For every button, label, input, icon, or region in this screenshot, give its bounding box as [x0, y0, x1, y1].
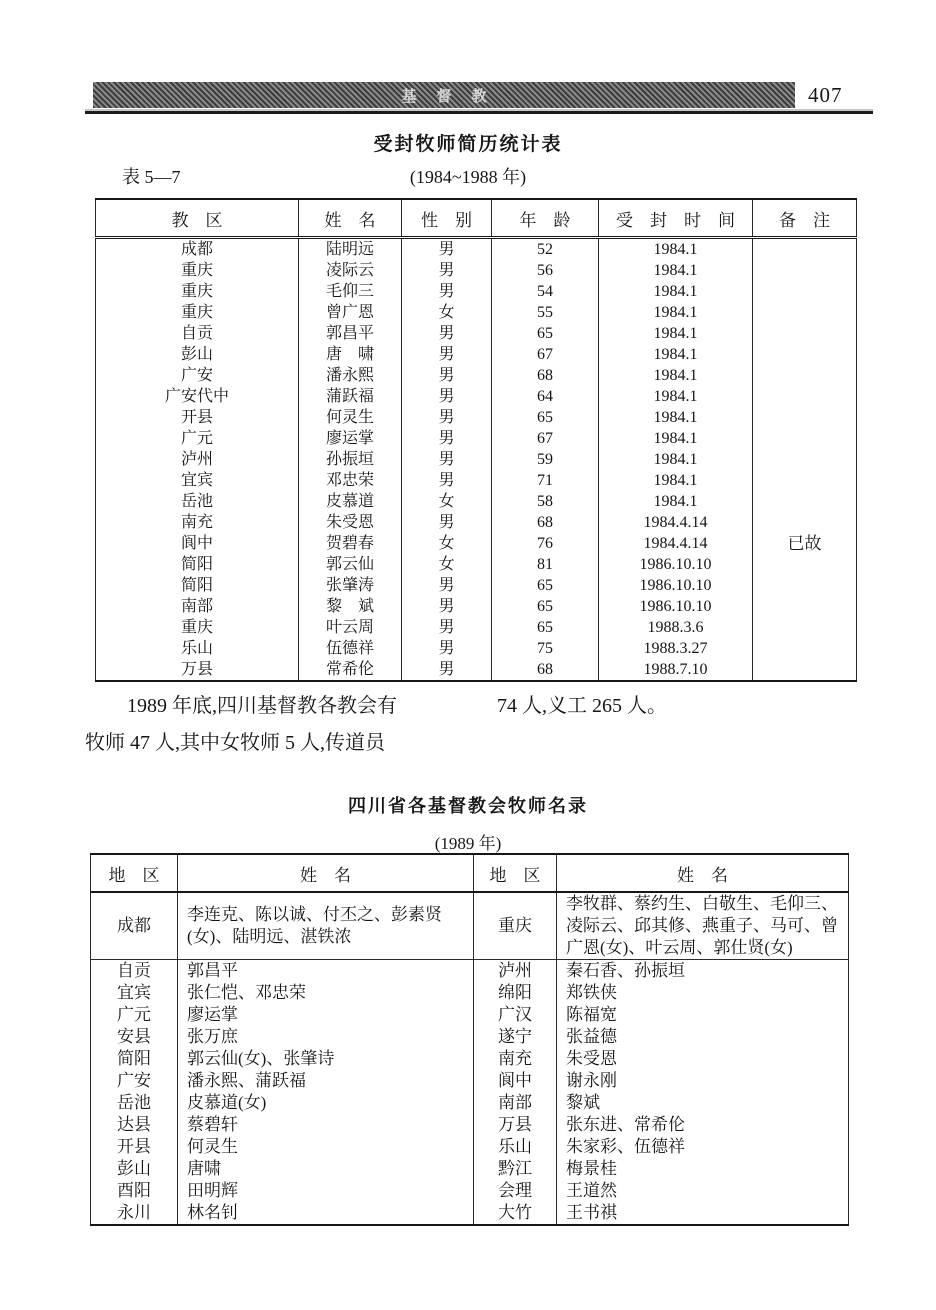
age-cell: 64 — [492, 386, 599, 407]
names-cell: 田明辉 — [178, 1180, 474, 1202]
names-cell: 王书祺 — [557, 1202, 849, 1225]
age-cell: 65 — [492, 596, 599, 617]
table-row — [96, 491, 857, 512]
ordination-date-cell: 1984.1 — [599, 407, 753, 428]
name-cell: 常希伦 — [299, 659, 402, 681]
district-cell: 万县 — [474, 1114, 557, 1136]
table1-subtitle: (1984~1988 年) — [409, 167, 527, 187]
age-cell: 56 — [492, 260, 599, 281]
name-cell: 曾广恩 — [299, 302, 402, 323]
ordination-date-cell: 1986.10.10 — [599, 554, 753, 575]
remark-cell — [753, 386, 857, 407]
district-cell: 大竹 — [474, 1202, 557, 1225]
names-cell: 朱家彩、伍德祥 — [557, 1136, 849, 1158]
ordination-date-cell: 1984.1 — [599, 302, 753, 323]
names-cell: 林名钊 — [178, 1202, 474, 1225]
district-cell: 会理 — [474, 1180, 557, 1202]
running-head-text: 基督教 — [401, 87, 507, 105]
age-cell: 52 — [492, 238, 599, 261]
column-header-names-left: 姓 名 — [178, 854, 474, 892]
ordination-date-cell: 1984.1 — [599, 323, 753, 344]
district-cell: 永川 — [91, 1202, 178, 1225]
ordination-date-cell: 1988.7.10 — [599, 659, 753, 681]
names-cell: 郑铁侠 — [557, 982, 849, 1004]
remark-cell — [753, 302, 857, 323]
gender-cell: 男 — [402, 344, 492, 365]
gender-cell: 男 — [402, 365, 492, 386]
remark-cell — [753, 638, 857, 659]
district-cell: 岳池 — [91, 1092, 178, 1114]
region-cell: 重庆 — [96, 617, 299, 638]
gender-cell: 男 — [402, 617, 492, 638]
table2-body — [91, 960, 849, 1226]
name-cell: 孙振垣 — [299, 449, 402, 470]
remark-cell — [753, 659, 857, 681]
names-cell: 廖运掌 — [178, 1004, 474, 1026]
ordination-date-cell: 1984.1 — [599, 428, 753, 449]
names-cell: 梅景桂 — [557, 1158, 849, 1180]
district-cell: 自贡 — [91, 960, 178, 983]
name-cell: 叶云周 — [299, 617, 402, 638]
gender-cell: 男 — [402, 238, 492, 261]
names-cell: 张仁恺、邓忠荣 — [178, 982, 474, 1004]
name-cell: 潘永熙 — [299, 365, 402, 386]
ordination-date-cell: 1984.4.14 — [599, 533, 753, 554]
name-cell: 郭云仙 — [299, 554, 402, 575]
name-cell: 陆明远 — [299, 238, 402, 261]
age-cell: 68 — [492, 365, 599, 386]
age-cell: 81 — [492, 554, 599, 575]
ordination-date-cell: 1988.3.6 — [599, 617, 753, 638]
names-cell: 朱受恩 — [557, 1048, 849, 1070]
age-cell: 54 — [492, 281, 599, 302]
name-cell: 贺碧春 — [299, 533, 402, 554]
ordination-date-cell: 1986.10.10 — [599, 575, 753, 596]
age-cell: 59 — [492, 449, 599, 470]
remark-cell — [753, 554, 857, 575]
district-cell: 绵阳 — [474, 982, 557, 1004]
column-header-remark: 备 注 — [753, 199, 857, 238]
pastors-directory-table — [90, 853, 849, 1226]
region-cell: 重庆 — [96, 302, 299, 323]
names-cell: 蔡碧轩 — [178, 1114, 474, 1136]
table-row — [96, 386, 857, 407]
table-row — [91, 1092, 849, 1114]
region-cell: 宜宾 — [96, 470, 299, 491]
name-cell: 张肇涛 — [299, 575, 402, 596]
table1-body — [96, 238, 857, 682]
region-cell: 自贡 — [96, 323, 299, 344]
gender-cell: 女 — [402, 554, 492, 575]
names-cell: 郭昌平 — [178, 960, 474, 983]
header-rule — [85, 111, 873, 114]
ordination-date-cell: 1984.1 — [599, 491, 753, 512]
region-cell: 乐山 — [96, 638, 299, 659]
names-cell: 李连克、陈以诚、付丕之、彭素贤(女)、陆明远、湛铁浓 — [178, 892, 474, 960]
body-paragraph-left-column — [85, 688, 497, 762]
district-cell: 酉阳 — [91, 1180, 178, 1202]
region-cell: 成都 — [96, 238, 299, 261]
age-cell: 67 — [492, 428, 599, 449]
table-row — [91, 1114, 849, 1136]
district-cell: 开县 — [91, 1136, 178, 1158]
district-cell: 乐山 — [474, 1136, 557, 1158]
district-cell: 达县 — [91, 1114, 178, 1136]
region-cell: 广安 — [96, 365, 299, 386]
remark-cell — [753, 617, 857, 638]
table-row — [91, 1004, 849, 1026]
gender-cell: 男 — [402, 281, 492, 302]
names-cell: 王道然 — [557, 1180, 849, 1202]
age-cell: 67 — [492, 344, 599, 365]
ordination-date-cell: 1984.1 — [599, 238, 753, 261]
ordained-pastors-table — [95, 198, 857, 682]
table-row — [96, 533, 857, 554]
name-cell: 黎 斌 — [299, 596, 402, 617]
district-cell: 广安 — [91, 1070, 178, 1092]
table-row — [96, 554, 857, 575]
table-row — [91, 1158, 849, 1180]
remark-cell — [753, 407, 857, 428]
age-cell: 65 — [492, 323, 599, 344]
table2-first-row-group — [91, 892, 849, 960]
region-cell: 重庆 — [96, 260, 299, 281]
age-cell: 58 — [492, 491, 599, 512]
name-cell: 蒲跃福 — [299, 386, 402, 407]
district-cell: 南部 — [474, 1092, 557, 1114]
table-row — [96, 365, 857, 386]
district-cell: 广汉 — [474, 1004, 557, 1026]
name-cell: 皮慕道 — [299, 491, 402, 512]
gender-cell: 女 — [402, 533, 492, 554]
table-row — [96, 659, 857, 681]
name-cell: 伍德祥 — [299, 638, 402, 659]
column-header-district-left: 地 区 — [91, 854, 178, 892]
age-cell: 65 — [492, 407, 599, 428]
gender-cell: 男 — [402, 428, 492, 449]
remark-cell — [753, 260, 857, 281]
table1-caption-label: 表 5—7 — [122, 167, 181, 187]
region-cell: 泸州 — [96, 449, 299, 470]
paragraph-line: 74 人,义工 265 人。 — [497, 695, 667, 717]
gender-cell: 男 — [402, 638, 492, 659]
table-row — [96, 344, 857, 365]
names-cell: 秦石香、孙振垣 — [557, 960, 849, 983]
remark-cell — [753, 281, 857, 302]
ordination-date-cell: 1984.1 — [599, 344, 753, 365]
remark-cell — [753, 470, 857, 491]
age-cell: 68 — [492, 659, 599, 681]
ordination-date-cell: 1984.1 — [599, 365, 753, 386]
region-cell: 阆中 — [96, 533, 299, 554]
ordination-date-cell: 1984.1 — [599, 260, 753, 281]
table-row — [96, 449, 857, 470]
remark-cell: 已故 — [753, 533, 857, 554]
table-row — [96, 575, 857, 596]
district-cell: 黔江 — [474, 1158, 557, 1180]
names-cell: 唐啸 — [178, 1158, 474, 1180]
remark-cell — [753, 238, 857, 261]
table-row — [96, 512, 857, 533]
names-cell: 谢永刚 — [557, 1070, 849, 1092]
name-cell: 朱受恩 — [299, 512, 402, 533]
age-cell: 75 — [492, 638, 599, 659]
names-cell: 陈福宽 — [557, 1004, 849, 1026]
names-cell: 皮慕道(女) — [178, 1092, 474, 1114]
table-row — [96, 260, 857, 281]
district-cell: 阆中 — [474, 1070, 557, 1092]
names-cell: 李牧群、蔡约生、白敬生、毛仰三、凌际云、邱其修、燕重子、马可、曾广恩(女)、叶云周、郭仕贤(女) — [557, 892, 849, 960]
remark-cell — [753, 596, 857, 617]
column-header-name: 姓 名 — [299, 199, 402, 238]
region-cell: 简阳 — [96, 575, 299, 596]
region-cell: 南充 — [96, 512, 299, 533]
table-row — [96, 238, 857, 261]
region-cell: 万县 — [96, 659, 299, 681]
body-paragraph-right-column — [497, 688, 797, 725]
ordination-date-cell: 1988.3.27 — [599, 638, 753, 659]
table-row — [96, 323, 857, 344]
table2-subtitle: (1989 年) — [434, 834, 502, 853]
gender-cell: 女 — [402, 302, 492, 323]
column-header-age: 年 龄 — [492, 199, 599, 238]
gender-cell: 男 — [402, 449, 492, 470]
names-cell: 张东进、常希伦 — [557, 1114, 849, 1136]
district-cell: 宜宾 — [91, 982, 178, 1004]
district-cell: 泸州 — [474, 960, 557, 983]
table-row — [91, 1070, 849, 1092]
table-row — [91, 1048, 849, 1070]
name-cell: 毛仰三 — [299, 281, 402, 302]
names-cell: 郭云仙(女)、张肇诗 — [178, 1048, 474, 1070]
remark-cell — [753, 575, 857, 596]
gender-cell: 男 — [402, 575, 492, 596]
age-cell: 65 — [492, 575, 599, 596]
gender-cell: 男 — [402, 470, 492, 491]
gender-cell: 男 — [402, 386, 492, 407]
name-cell: 廖运掌 — [299, 428, 402, 449]
name-cell: 凌际云 — [299, 260, 402, 281]
names-cell: 潘永熙、蒲跃福 — [178, 1070, 474, 1092]
district-cell: 成都 — [91, 892, 178, 960]
age-cell: 76 — [492, 533, 599, 554]
table-row — [96, 596, 857, 617]
table-row — [96, 638, 857, 659]
age-cell: 71 — [492, 470, 599, 491]
age-cell: 55 — [492, 302, 599, 323]
district-cell: 南充 — [474, 1048, 557, 1070]
ordination-date-cell: 1984.4.14 — [599, 512, 753, 533]
table-row — [96, 302, 857, 323]
column-header-names-right: 姓 名 — [557, 854, 849, 892]
gender-cell: 男 — [402, 407, 492, 428]
names-cell: 张益德 — [557, 1026, 849, 1048]
region-cell: 广元 — [96, 428, 299, 449]
name-cell: 郭昌平 — [299, 323, 402, 344]
column-header-ordination-date: 受 封 时 间 — [599, 199, 753, 238]
remark-cell — [753, 428, 857, 449]
ordination-date-cell: 1984.1 — [599, 281, 753, 302]
district-cell: 简阳 — [91, 1048, 178, 1070]
column-header-gender: 性 别 — [402, 199, 492, 238]
region-cell: 重庆 — [96, 281, 299, 302]
region-cell: 彭山 — [96, 344, 299, 365]
gender-cell: 男 — [402, 512, 492, 533]
gender-cell: 男 — [402, 260, 492, 281]
gender-cell: 男 — [402, 323, 492, 344]
table-row — [96, 281, 857, 302]
remark-cell — [753, 365, 857, 386]
table-row — [91, 1026, 849, 1048]
table2-header-row — [91, 854, 849, 892]
column-header-district-right: 地 区 — [474, 854, 557, 892]
district-cell: 广元 — [91, 1004, 178, 1026]
remark-cell — [753, 344, 857, 365]
table-row — [96, 470, 857, 491]
table-row — [96, 407, 857, 428]
age-cell: 68 — [492, 512, 599, 533]
names-cell: 黎斌 — [557, 1092, 849, 1114]
region-cell: 开县 — [96, 407, 299, 428]
names-cell: 张万庶 — [178, 1026, 474, 1048]
name-cell: 何灵生 — [299, 407, 402, 428]
region-cell: 简阳 — [96, 554, 299, 575]
remark-cell — [753, 449, 857, 470]
column-header-region: 教 区 — [96, 199, 299, 238]
table-row — [91, 1136, 849, 1158]
ordination-date-cell: 1984.1 — [599, 449, 753, 470]
region-cell: 南部 — [96, 596, 299, 617]
name-cell: 邓忠荣 — [299, 470, 402, 491]
names-cell: 何灵生 — [178, 1136, 474, 1158]
paragraph-line: 1989 年底,四川基督教各教会有 — [127, 695, 397, 717]
table-row — [91, 1180, 849, 1202]
name-cell: 唐 啸 — [299, 344, 402, 365]
table-row — [96, 428, 857, 449]
region-cell: 岳池 — [96, 491, 299, 512]
gender-cell: 男 — [402, 659, 492, 681]
table-row — [96, 617, 857, 638]
table1-header-row — [96, 199, 857, 238]
paragraph-line: 牧师 47 人,其中女牧师 5 人,传道员 — [85, 732, 385, 754]
remark-cell — [753, 491, 857, 512]
district-cell: 安县 — [91, 1026, 178, 1048]
page-number: 407 — [808, 83, 843, 107]
remark-cell — [753, 323, 857, 344]
table2-title: 四川省各基督教会牧师名录 — [348, 796, 588, 816]
gender-cell: 女 — [402, 491, 492, 512]
ordination-date-cell: 1986.10.10 — [599, 596, 753, 617]
table-row — [91, 982, 849, 1004]
region-cell: 广安代中 — [96, 386, 299, 407]
gender-cell: 男 — [402, 596, 492, 617]
age-cell: 65 — [492, 617, 599, 638]
remark-cell — [753, 512, 857, 533]
table-row — [91, 960, 849, 983]
table-row — [91, 1202, 849, 1225]
table-row — [91, 892, 849, 960]
district-cell: 遂宁 — [474, 1026, 557, 1048]
district-cell: 彭山 — [91, 1158, 178, 1180]
district-cell: 重庆 — [474, 892, 557, 960]
table1-title: 受封牧师简历统计表 — [373, 134, 563, 155]
ordination-date-cell: 1984.1 — [599, 470, 753, 491]
ordination-date-cell: 1984.1 — [599, 386, 753, 407]
running-head-band — [93, 82, 795, 108]
